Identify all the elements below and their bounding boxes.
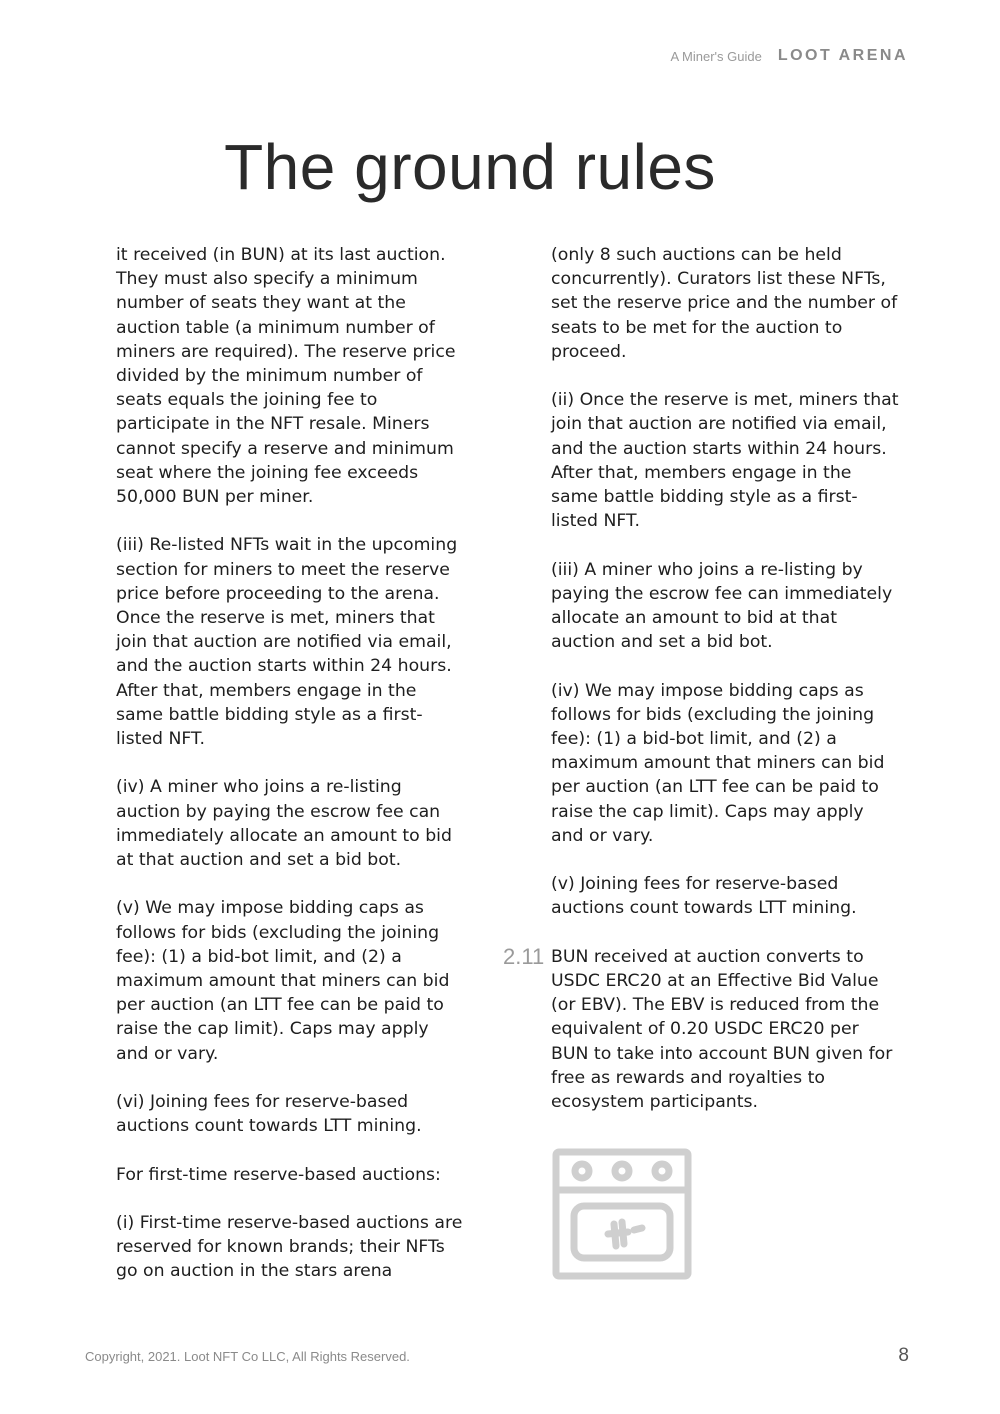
- brand-logo: LOOT ARENA: [777, 47, 908, 64]
- right-column: [503, 243, 901, 1138]
- page-number: 8: [898, 1345, 909, 1366]
- paragraph: BUN received at auction converts to USDC ERC20 at an Effective Bid Value (or EBV). The EBV is reduced from the equivalent of 0.20 USDC ERC20 per BUN to take into account BUN given for free as rewards and royalties to ecosystem participants.: [551, 946, 893, 1113]
- page-header: [670, 47, 908, 65]
- section-2-11: [503, 943, 901, 1114]
- paragraph: (iii) Re-listed NFTs wait in the upcoming section for miners to meet the reserve price before proceeding to the arena. Once the reserve is met, miners that join that auction are notified via email, and the auction starts within 24 hours. After that, members engage in the same battle bidding style as a first-listed NFT.: [116, 535, 458, 750]
- paragraph: (v) Joining fees for reserve-based auctions count towards LTT mining.: [551, 874, 857, 919]
- paragraph: (i) First-time reserve-based auctions are reserved for known brands; their NFTs go on auction in the stars arena: [116, 1213, 463, 1282]
- paragraph: (iii) A miner who joins a re-listing by paying the escrow fee can immediately allocate an amount to bid at that auction and set a bid bot.: [551, 559, 893, 653]
- copyright-text: Copyright, 2021. Loot NFT Co LLC, All Rights Reserved.: [85, 1349, 410, 1364]
- paragraph: (ii) Once the reserve is met, miners that join that auction are notified via email, and the auction starts within 24 hours. After that, members engage in the same battle bidding style as a first-listed NFT.: [551, 390, 899, 532]
- paragraph: For first-time reserve-based auctions:: [116, 1164, 441, 1185]
- guide-label: A Miner's Guide: [670, 48, 762, 64]
- page-title: The ground rules: [224, 131, 716, 203]
- paragraph: (iv) We may impose bidding caps as follows for bids (excluding the joining fee): (1) a bid-bot limit, and (2) a maximum amount that miners can bid per auction (an LTT fee can be paid to raise the cap limit). Caps may apply and or vary.: [551, 680, 885, 846]
- section-number: 2.11: [503, 943, 545, 969]
- paragraph: (v) We may impose bidding caps as follows for bids (excluding the joining fee): (1) a bid-bot limit, and (2) a maximum amount that miners can bid per auction (an LTT fee can be paid to raise the cap limit). Caps may apply and or vary.: [116, 898, 450, 1064]
- paragraph: (vi) Joining fees for reserve-based auctions count towards LTT mining.: [116, 1092, 422, 1137]
- paragraph: (only 8 such auctions can be held concurrently). Curators list these NFTs, set the reserve price and the number of seats to be met for the auction to proceed.: [551, 245, 898, 362]
- paragraph: (iv) A miner who joins a re-listing auction by paying the escrow fee can immediately allocate an amount to bid at that auction and set a bid bot.: [116, 777, 452, 871]
- oven-icon: [552, 1148, 692, 1280]
- paragraph: it received (in BUN) at its last auction. They must also specify a minimum number of seats they want at the auction table (a minimum number of miners are required). The reserve price divided by the minimum number of seats equals the joining fee to participate in the NFT resale. Miners cannot specify a reserve and minimum seat where the joining fee exceeds 50,000 BUN per miner.: [116, 245, 456, 508]
- left-column: [116, 243, 466, 1308]
